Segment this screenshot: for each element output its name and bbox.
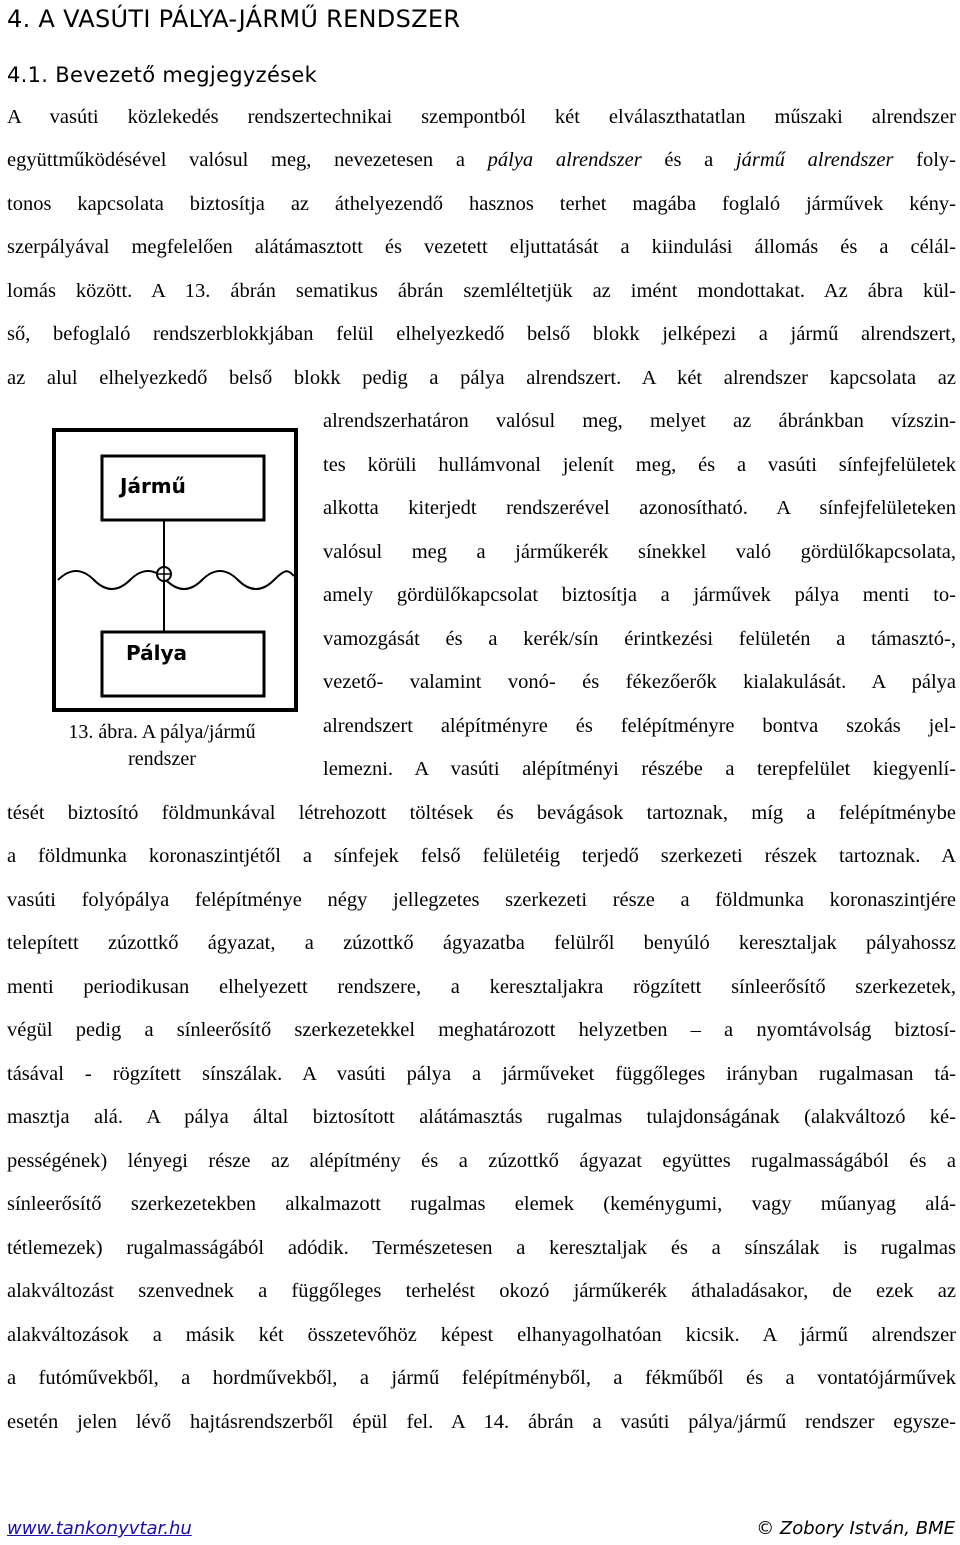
term-palya-alrendszer: pálya alrendszer: [487, 149, 642, 171]
figure-caption-line-1: 13. ábra. A pálya/jármű: [68, 721, 256, 743]
body-line: együttműködésével valósul meg, nevezetesen a pálya alrendszer és a jármű alrendszer foly-: [7, 149, 956, 171]
body-line: az alul elhelyezkedő belső blokk pedig a pálya alrendszert. A két alrendszer kapcsolata az: [7, 367, 956, 389]
body-line: alkotta kiterjedt rendszerével azonosítható. A sínfejfelületeken: [323, 497, 956, 519]
chapter-heading: 4. A VASÚTI PÁLYA-JÁRMŰ RENDSZER: [7, 5, 461, 33]
body-line: a futóművekből, a hordművekből, a jármű felépítményből, a fékműből és a vontatójárművek: [7, 1367, 956, 1389]
body-line: A vasúti közlekedés rendszertechnikai szempontból két elválaszthatatlan műszaki alrendszer: [7, 106, 956, 128]
body-line: tonos kapcsolata biztosítja az áthelyezendő hasznos terhet magába foglaló járművek kény-: [7, 193, 956, 215]
body-line: a földmunka koronaszintjétől a sínfejek felső felületéig terjedő szerkezeti részek tartoznak. A: [7, 845, 956, 867]
body-line: végül pedig a sínleerősítő szerkezetekkel meghatározott helyzetben – a nyomtávolság biztosí-: [7, 1019, 956, 1041]
body-line: menti periodikusan elhelyezett rendszere, a keresztaljakra rögzített sínleerősítő szerkezetek,: [7, 976, 956, 998]
body-line: amely gördülőkapcsolat biztosítja a járművek pálya menti to-: [323, 584, 956, 606]
body-line: sínleerősítő szerkezetekben alkalmazott rugalmas elemek (keménygumi, vagy műanyag alá-: [7, 1193, 956, 1215]
term-jarmu-alrendszer: jármű alrendszer: [735, 149, 894, 171]
body-line: valósul meg a járműkerék sínekkel való gördülőkapcsolata,: [323, 541, 956, 563]
figure-13-system-diagram: [52, 428, 300, 712]
body-line: esetén jelen lévő hajtásrendszerből épül fel. A 14. ábrán a vasúti pálya/jármű rendszer egysze-: [7, 1411, 956, 1433]
body-line: lemezni. A vasúti alépítményi részébe a terepfelület kiegyenlí-: [323, 758, 956, 780]
body-line: alakváltozások a másik két összetevőhöz képest elhanyagolhatóan kicsik. A jármű alrendszer: [7, 1324, 956, 1346]
body-line: ső, befoglaló rendszerblokkjában felül elhelyezkedő belső blokk jelképezi a jármű alrendszert,: [7, 323, 956, 345]
track-block-label: Pálya: [126, 641, 188, 665]
body-line: tétlemezek) rugalmasságából adódik. Természetesen a keresztaljak és a sínszálak is rugalmas: [7, 1237, 956, 1259]
body-line: masztja alá. A pálya által biztosított alátámasztás rugalmas tulajdonságának (alakváltozó ké-: [7, 1106, 956, 1128]
figure-caption-line-2: rendszer: [128, 748, 196, 770]
outer-system-block: [54, 430, 296, 710]
body-line: tését biztosító földmunkával létrehozott töltések és bevágások tartoznak, míg a felépítménybe: [7, 802, 956, 824]
system-diagram: [52, 428, 300, 712]
body-line: vezető- valamint vonó- és fékezőerők kialakulását. A pálya: [323, 671, 956, 693]
body-line: vasúti folyópálya felépítménye négy jellegzetes szerkezeti része a földmunka koronaszintjére: [7, 889, 956, 911]
body-line: alrendszert alépítményre és felépítményre bontva szokás jel-: [323, 715, 956, 737]
body-line: vamozgását és a kerék/sín érintkezési felületén a támasztó-,: [323, 628, 956, 650]
body-line: tes körüli hullámvonal jelenít meg, és a vasúti sínfejfelületek: [323, 454, 956, 476]
body-line: pességének) lényegi része az alépítmény és a zúzottkő ágyazat együttes rugalmasságából és a: [7, 1150, 956, 1172]
body-line: lomás között. A 13. ábrán sematikus ábrán szemléltetjük az imént mondottakat. Az ábra kül-: [7, 280, 956, 302]
body-line: telepített zúzottkő ágyazat, a zúzottkő ágyazatba felülről benyúló keresztaljak pályahossz: [7, 932, 956, 954]
body-line: alakváltozást szenvednek a függőleges terhelést okozó járműkerék áthaladásakor, de ezek az: [7, 1280, 956, 1302]
vehicle-block-label: Jármű: [120, 474, 186, 498]
body-line: alrendszerhatáron valósul meg, melyet az ábránkban vízszin-: [323, 410, 956, 432]
subsystem-boundary-wave: [58, 571, 294, 589]
body-line: szerpályával megfelelően alátámasztott és vezetett eljuttatását a kiindulási állomás és a célál-: [7, 236, 956, 258]
section-heading: 4.1. Bevezető megjegyzések: [7, 63, 318, 87]
footer-website-link[interactable]: www.tankonyvtar.hu: [7, 1518, 192, 1539]
body-line: tásával - rögzített sínszálak. A vasúti pálya a járműveket függőleges irányban rugalmasan tá-: [7, 1063, 956, 1085]
footer-copyright: © Zobory István, BME: [756, 1518, 955, 1539]
